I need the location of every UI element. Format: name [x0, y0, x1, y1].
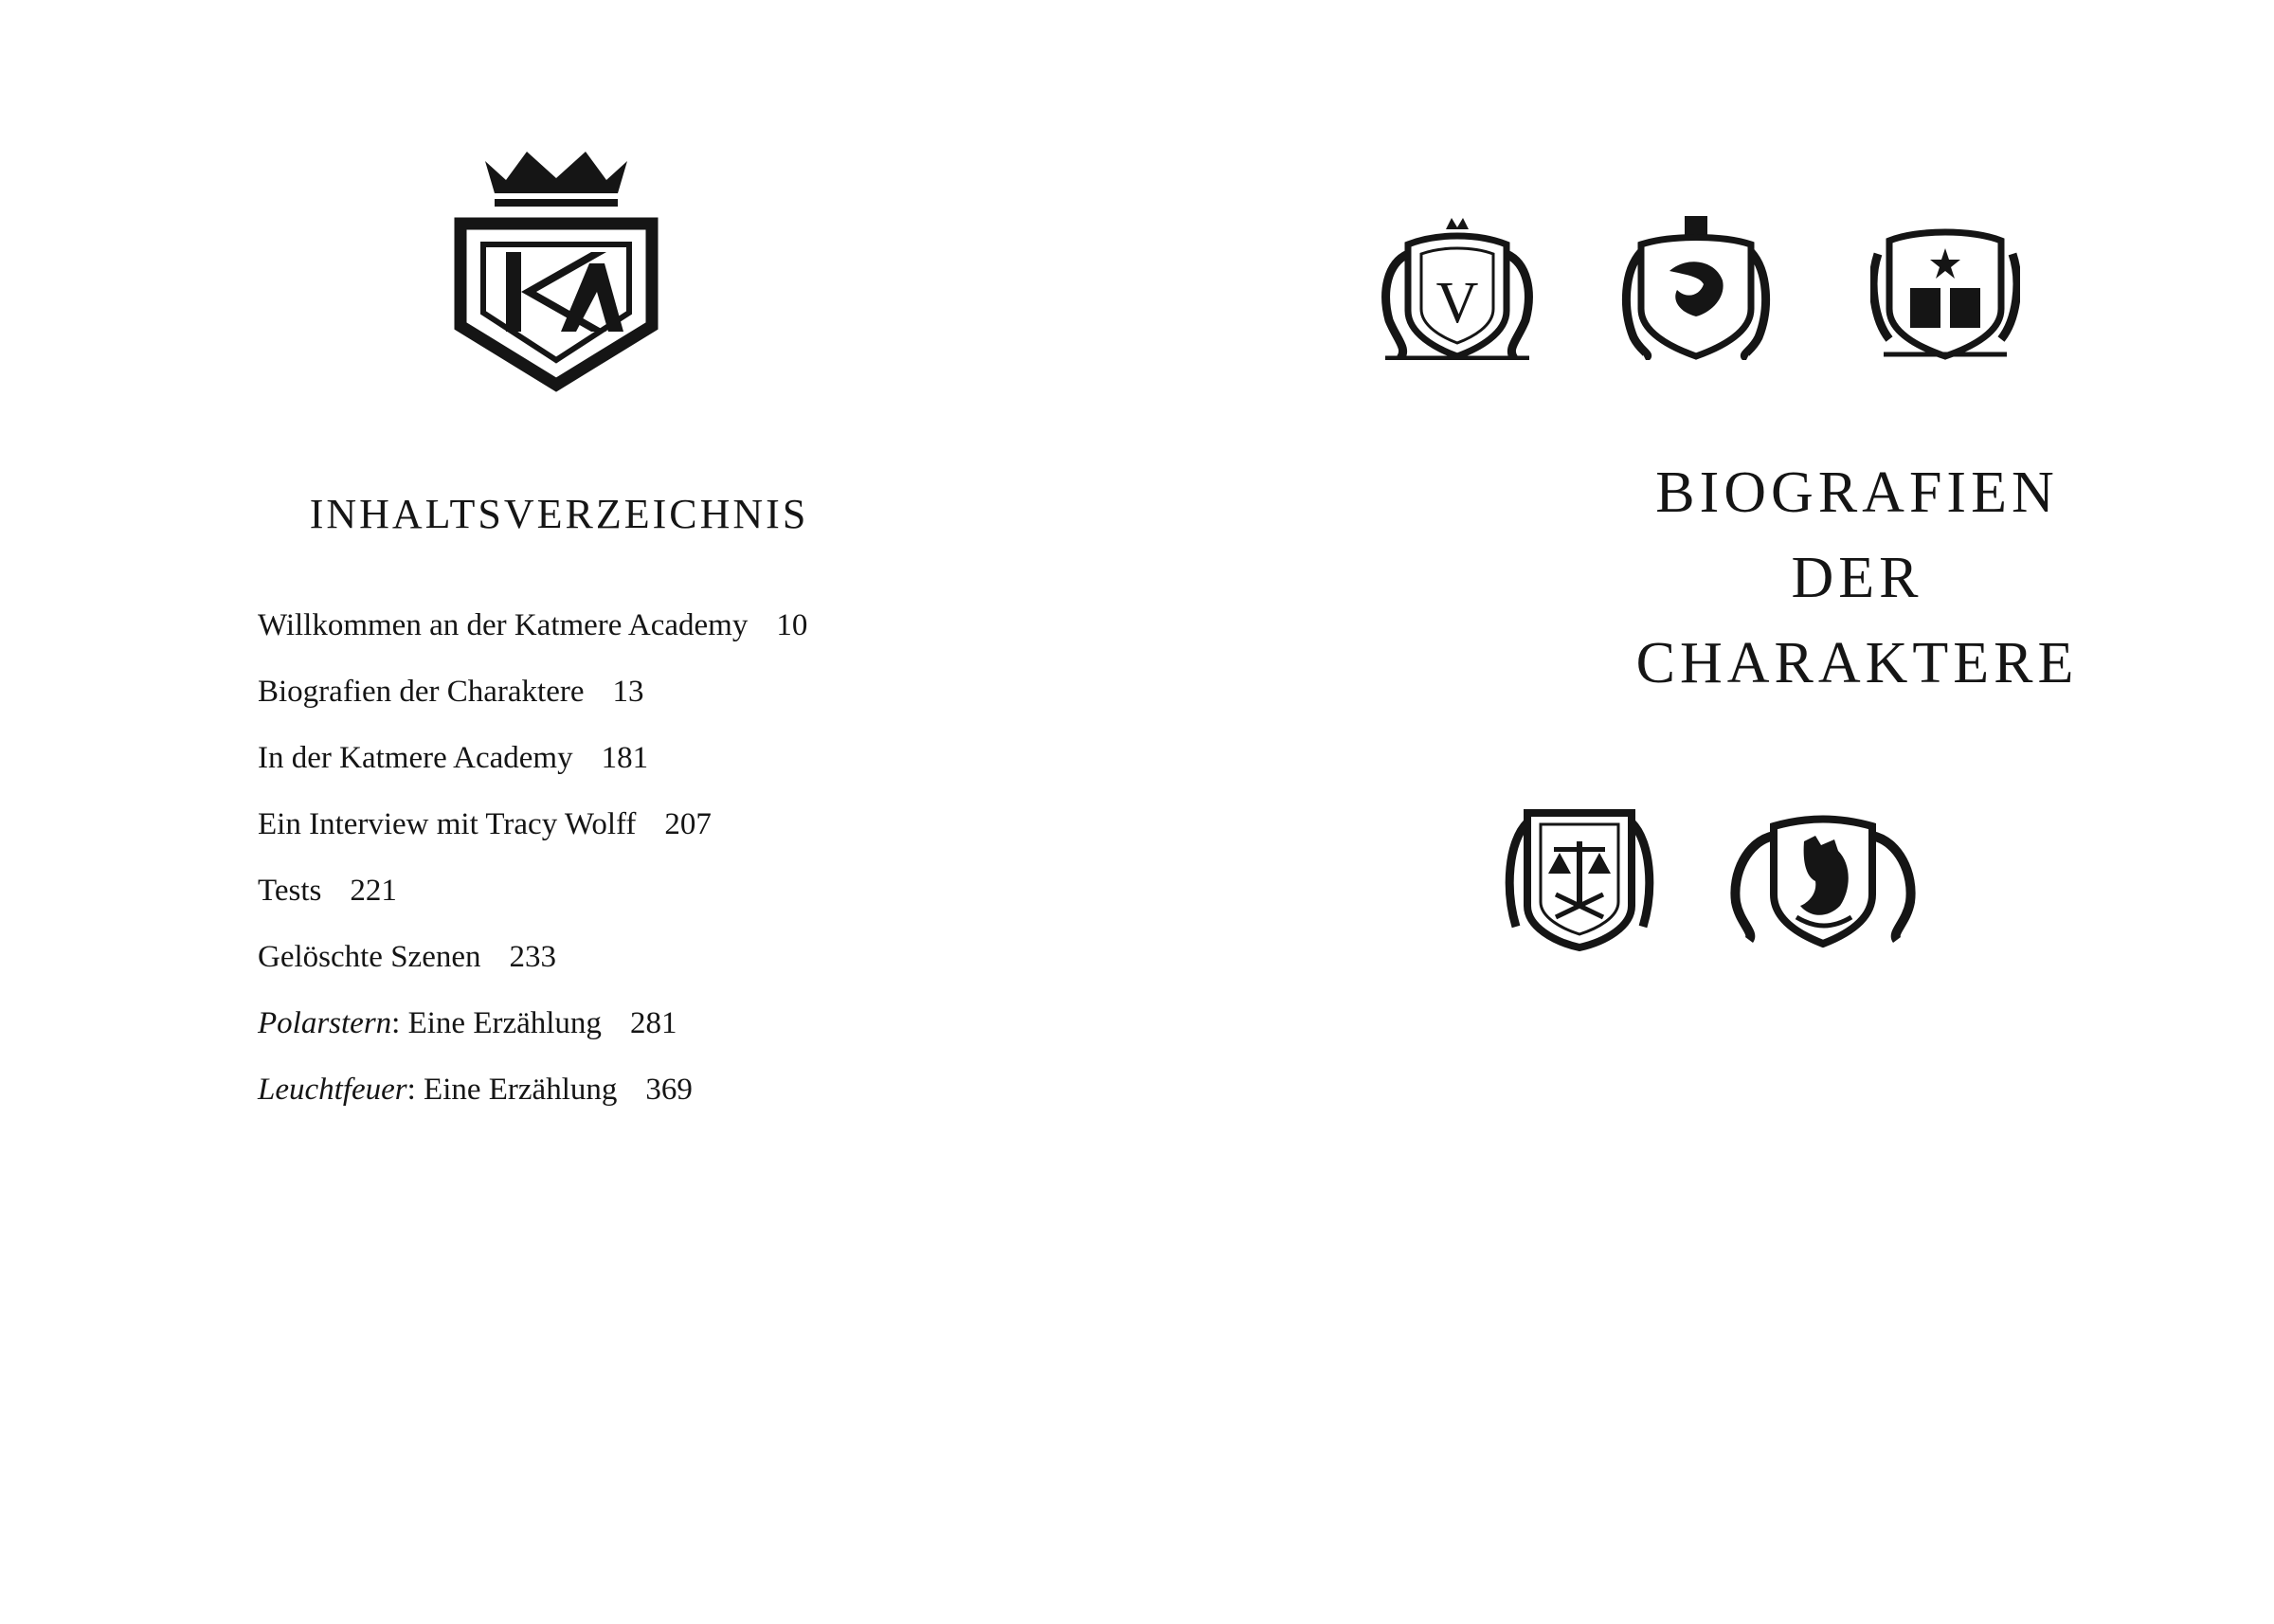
toc-page-number: 369: [645, 1073, 693, 1107]
toc-entry[interactable]: [258, 1004, 807, 1071]
justice-crest-icon: [1503, 803, 1656, 951]
toc-entry-title: : Eine Erzählung: [391, 1006, 602, 1040]
toc-entry-title: Biografien der Charaktere: [258, 675, 585, 709]
toc-entry-title: Ein Interview mit Tracy Wolff: [258, 807, 637, 841]
toc-entry-italic-title: Leuchtfeuer: [258, 1073, 407, 1107]
table-of-contents: [258, 606, 807, 1137]
toc-entry[interactable]: [258, 606, 807, 673]
toc-entry[interactable]: [258, 938, 807, 1004]
toc-entry-title: : Eine Erzählung: [406, 1073, 618, 1107]
toc-entry-title: In der Katmere Academy: [258, 741, 573, 775]
chapter-title: [1383, 450, 2274, 706]
toc-page-number: 181: [601, 741, 649, 775]
toc-entry[interactable]: [258, 805, 807, 872]
toc-entry[interactable]: [258, 673, 807, 739]
dragon-crest-icon: [1685, 216, 1707, 237]
toc-entry[interactable]: [258, 1071, 807, 1137]
chapter-title-line: BIOGRAFIEN: [1655, 460, 2059, 525]
katmere-crown-logo-icon: [449, 150, 663, 392]
toc-entry-title: Tests: [258, 874, 322, 908]
toc-page-number: 207: [664, 807, 712, 841]
toc-page-number: 281: [629, 1006, 677, 1040]
toc-page-number: 221: [350, 874, 397, 908]
toc-entry-italic-title: Polarstern: [258, 1006, 392, 1040]
vampire-crest-icon: [1380, 216, 1535, 360]
toc-page-number: 233: [509, 940, 556, 974]
right-page: [1137, 0, 2274, 1624]
chapter-title-line: DER: [1791, 546, 1923, 610]
toc-entry-title: Gelöschte Szenen: [258, 940, 481, 974]
chapter-title-line: CHARAKTERE: [1635, 631, 2079, 695]
crest-letter: V: [1435, 271, 1479, 335]
wolf-crest-icon: [1728, 807, 1918, 949]
toc-heading: INHALTSVERZEICHNIS: [309, 491, 809, 538]
toc-entry-title: Willkommen an der Katmere Academy: [258, 608, 749, 642]
toc-entry[interactable]: [258, 872, 807, 938]
toc-entry[interactable]: [258, 739, 807, 805]
toc-page-number: 13: [612, 675, 644, 709]
toc-page-number: 10: [776, 608, 808, 642]
